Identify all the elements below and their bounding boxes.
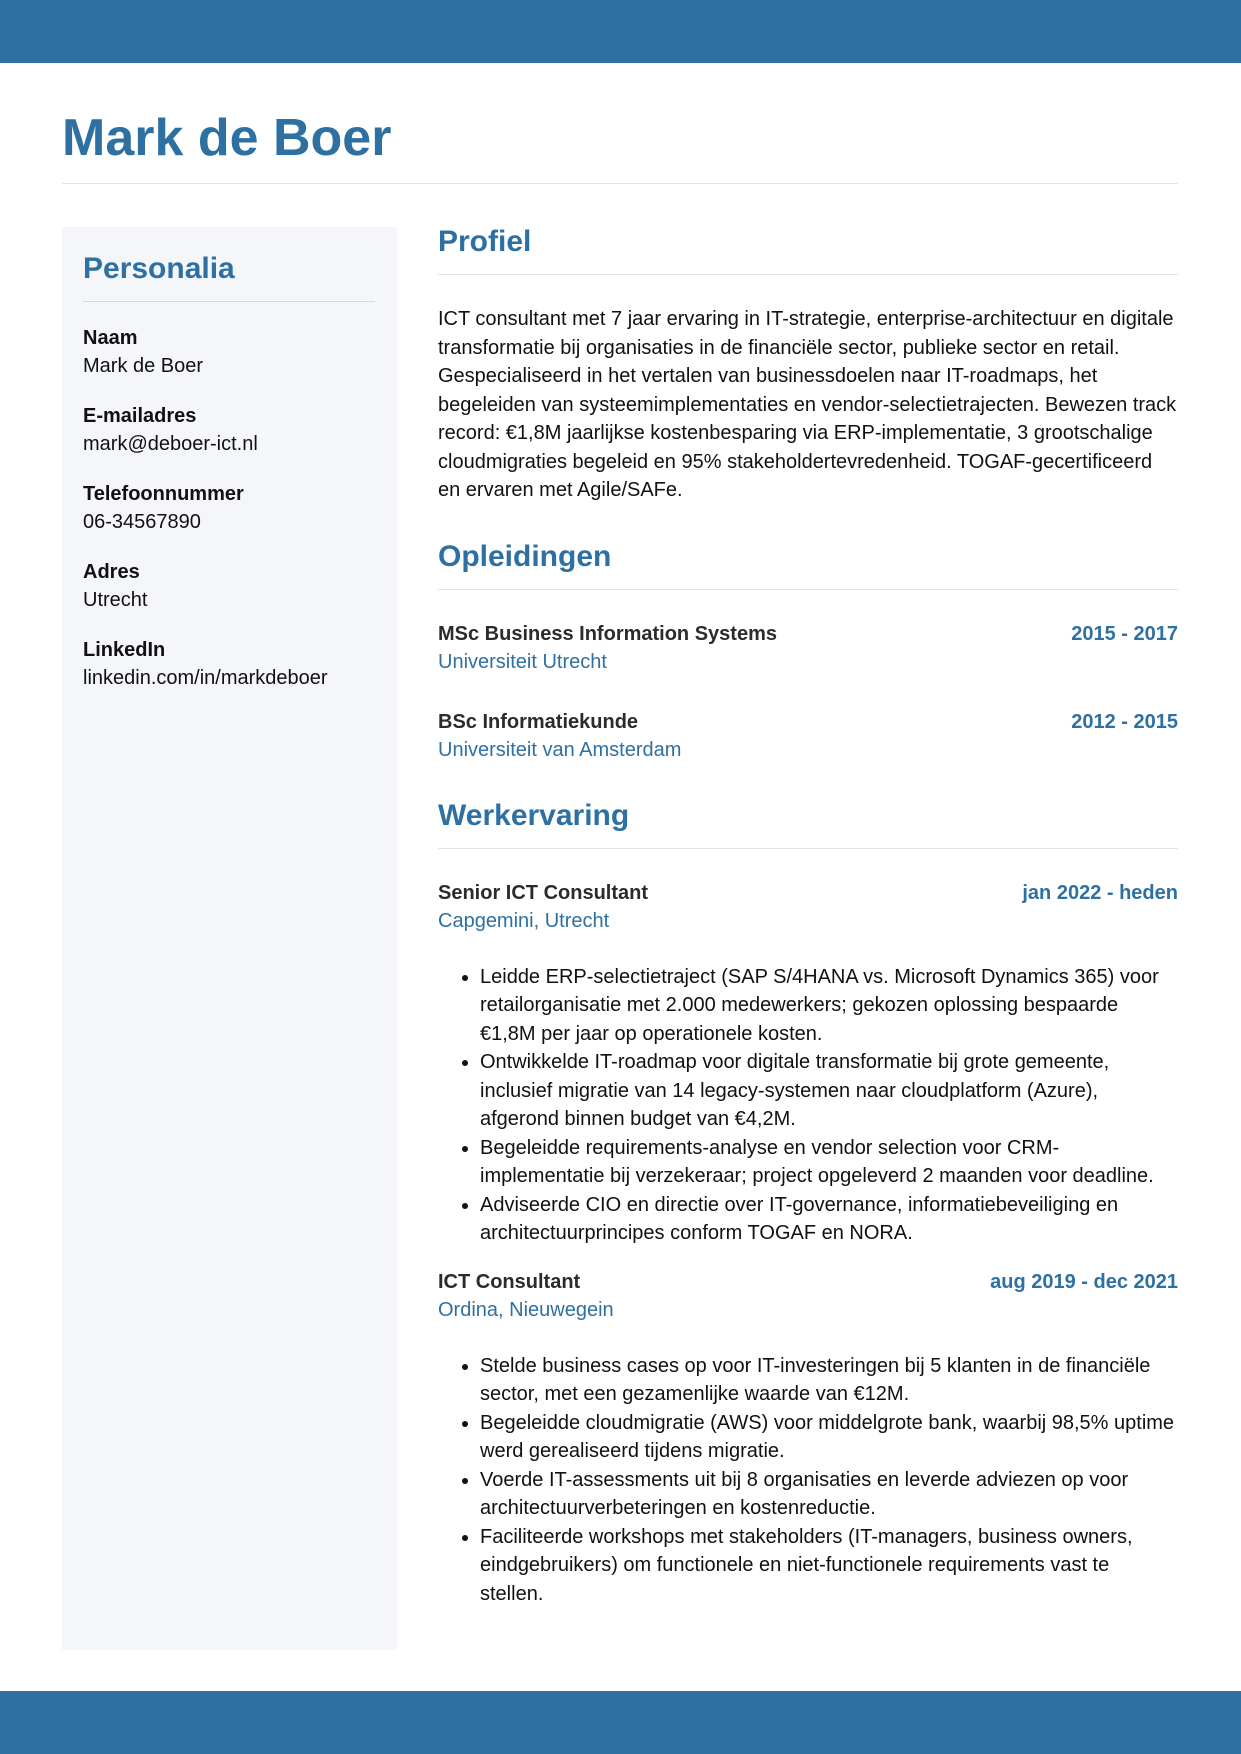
experience-bullets [438, 1352, 1178, 1609]
field-linkedin [83, 636, 376, 692]
section-divider [438, 274, 1178, 275]
field-label: E-mailadres [83, 405, 197, 427]
list-item: • Stelde business cases op voor IT-investeringen bij 5 klanten in de financiële sector, met een gezamenlijke waarde van €12M. [480, 1352, 1178, 1409]
header-divider [62, 183, 1178, 184]
section-divider [438, 848, 1178, 849]
section-title-profile: Profiel [438, 225, 532, 258]
sidebar-divider [83, 301, 375, 302]
main-content [438, 222, 1178, 1608]
education-degree: MSc Business Information Systems [438, 622, 777, 645]
field-label: Adres [83, 561, 140, 583]
education-institution: Universiteit Utrecht [438, 650, 607, 673]
field-phone [83, 480, 376, 536]
education-section [438, 537, 1178, 764]
experience-item [438, 879, 1178, 1248]
experience-role: ICT Consultant [438, 1270, 581, 1293]
field-label: Telefoonnummer [83, 483, 244, 505]
field-value: Mark de Boer [83, 355, 204, 377]
field-address [83, 558, 376, 614]
experience-company: Capgemini, Utrecht [438, 909, 610, 932]
education-institution: Universiteit van Amsterdam [438, 738, 682, 761]
experience-item [438, 1268, 1178, 1609]
education-degree: BSc Informatiekunde [438, 710, 639, 733]
education-period: 2012 - 2015 [1071, 710, 1178, 733]
field-value: mark@deboer-ict.nl [83, 433, 258, 455]
top-accent-bar [0, 0, 1241, 63]
education-period: 2015 - 2017 [1071, 622, 1178, 645]
page-title: Mark de Boer [62, 109, 392, 167]
list-item: • Voerde IT-assessments uit bij 8 organisaties en leverde adviezen op voor architectuurverbeteringen en kostenreductie. [480, 1466, 1178, 1523]
education-item [438, 620, 1178, 676]
field-label: Naam [83, 327, 138, 349]
field-value: 06-34567890 [83, 511, 201, 533]
experience-section [438, 796, 1178, 1609]
profile-summary: ICT consultant met 7 jaar ervaring in IT-strategie, enterprise-architectuur en digitale transformatie bij organisaties in de financiële sector, publieke sector en retail. Gespecialiseerd in het vertalen van businessdoelen naar IT-roadmaps, het begeleiden van systeemimplementaties en vendor-selectietrajecten. Bewezen track record: €1,8M jaarlijkse kostenbesparing via ERP-implementatie, 3 grootschalige cloudmigraties begeleid en 95% stakeholdertevredenheid. TOGAF-gecertificeerd en ervaren met Agile/SAFe. [438, 308, 1177, 501]
personal-details-sidebar [62, 227, 397, 1650]
field-value: Utrecht [83, 589, 148, 611]
section-title-experience: Werkervaring [438, 798, 630, 832]
list-item: • Adviseerde CIO en directie over IT-governance, informatiebeveiliging en architectuurprincipes conform TOGAF en NORA. [480, 1191, 1178, 1248]
field-name [83, 324, 376, 380]
sidebar-title: Personalia [83, 252, 235, 285]
experience-company: Ordina, Nieuwegein [438, 1298, 614, 1321]
education-item [438, 708, 1178, 764]
field-label: LinkedIn [83, 639, 166, 661]
profile-section [438, 222, 1178, 505]
experience-period: aug 2019 - dec 2021 [990, 1270, 1178, 1293]
section-divider [438, 589, 1178, 590]
list-item: • Begeleidde cloudmigratie (AWS) voor middelgrote bank, waarbij 98,5% uptime werd gerealiseerd tijdens migratie. [480, 1409, 1178, 1466]
section-title-education: Opleidingen [438, 539, 612, 573]
bottom-accent-bar [0, 1691, 1241, 1754]
experience-role: Senior ICT Consultant [438, 881, 648, 904]
experience-period: jan 2022 - heden [1022, 881, 1178, 904]
list-item: • Faciliteerde workshops met stakeholders (IT-managers, business owners, eindgebruikers) om functionele en niet-functionele requirements vast te stellen. [480, 1523, 1178, 1609]
experience-bullets [438, 963, 1178, 1248]
field-value: linkedin.com/in/markdeboer [83, 667, 328, 689]
list-item: • Ontwikkelde IT-roadmap voor digitale transformatie bij grote gemeente, inclusief migratie van 14 legacy-systemen naar cloudplatform (Azure), afgerond binnen budget van €4,2M. [480, 1048, 1178, 1134]
field-email [83, 402, 376, 458]
list-item: • Begeleidde requirements-analyse en vendor selection voor CRM-implementatie bij verzekeraar; project opgeleverd 2 maanden voor deadline. [480, 1134, 1178, 1191]
list-item: • Leidde ERP-selectietraject (SAP S/4HANA vs. Microsoft Dynamics 365) voor retailorganisatie met 2.000 medewerkers; gekozen oplossing bespaarde €1,8M per jaar op operationele kosten. [480, 963, 1178, 1049]
